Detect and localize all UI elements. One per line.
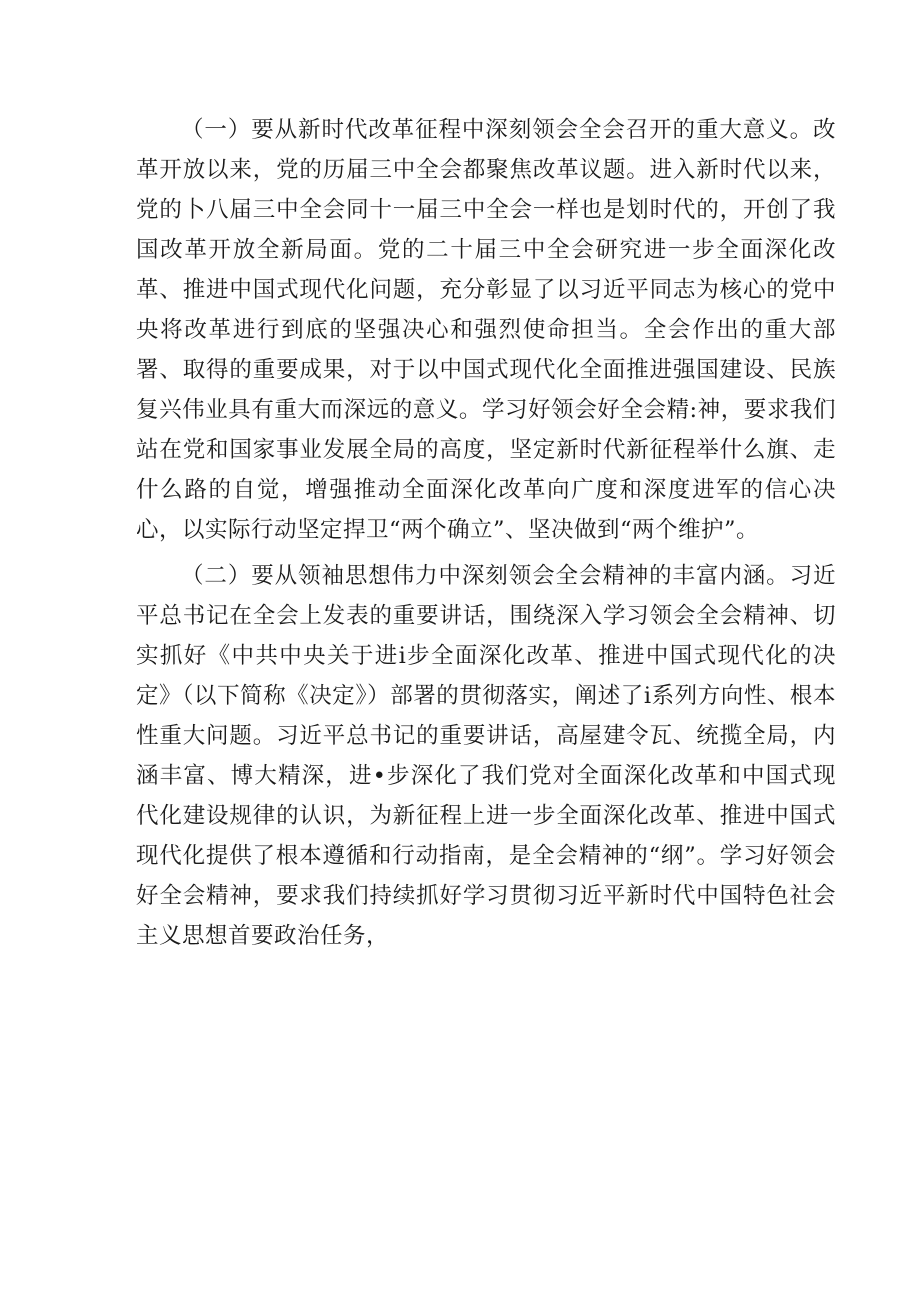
paragraph-2: （二）要从领袖思想伟力中深刻领会全会精神的丰富内涵。习近平总书记在全会上发表的重要讲话，围绕深入学习领会全会精神、切实抓好《中共中央关于进i步全面深化改革、推进中国式现代化的决定》（以下简称《决定》）部署的贯彻落实，阐述了i系列方向性、根本性重大问题。习近平总书记的重要讲话，高屋建令瓦、统揽全局，内涵丰富、博大精深，进•步深化了我们党对全面深化改革和中国式现代化建设规律的认识，为新征程上进一步全面深化改革、推进中国式现代化提供了根本遵循和行动指南，是全会精神的“纲”。学习好领会好全会精神，要求我们持续抓好学习贯彻习近平新时代中国特色社会主义思想首要政治任务， bbox=[136, 563, 836, 949]
paragraph-1: （一）要从新时代改革征程中深刻领会全会召开的重大意义。改革开放以来，党的历届三中全会都聚焦改革议题。进入新时代以来，党的卜八届三中全会同十一届三中全会一样也是划时代的，开创了我国改革开放全新局面。党的二十届三中全会研究进一步全面深化改革、推进中国式现代化问题，充分彰显了以习近平同志为核心的党中央将改革进行到底的坚强决心和强烈使命担当。全会作出的重大部署、取得的重要成果，对于以中国式现代化全面推进强国建设、民族复兴伟业具有重大而深远的意义。学习好领会好全会精:神，要求我们站在党和国家事业发展全局的高度，坚定新时代新征程举什么旗、走什么路的自觉，增强推动全面深化改革向广度和深度进军的信心决心，以实际行动坚定捍卫“两个确立”、坚决做到“两个维护”。 bbox=[136, 117, 836, 543]
document-body bbox=[136, 110, 836, 962]
